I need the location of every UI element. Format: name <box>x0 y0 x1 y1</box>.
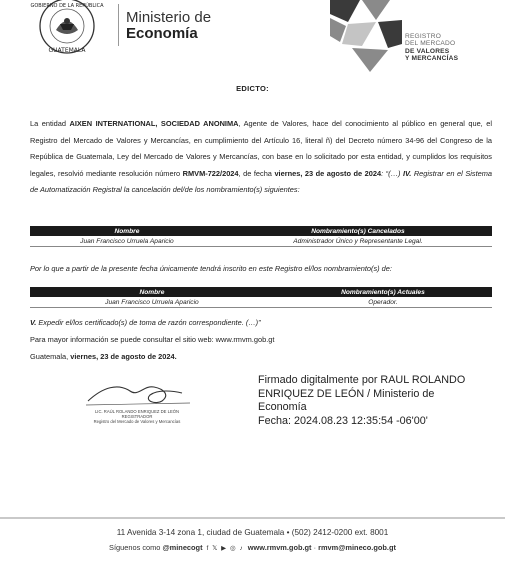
paragraph-text: , de fecha <box>238 168 275 178</box>
website-link[interactable]: www.rmvm.gob.gt <box>247 543 312 552</box>
table-header-row <box>30 287 492 297</box>
table-row <box>30 236 492 247</box>
table-cell: Administrador Único y Representante Legal. <box>224 236 492 247</box>
closing-clause <box>30 318 261 327</box>
digital-signature-line: Firmado digitalmente por RAUL ROLANDO <box>258 374 466 386</box>
handwritten-signature <box>78 379 198 409</box>
entity-name: AIXEN INTERNATIONAL, SOCIEDAD ANONIMA <box>69 119 239 128</box>
clause-number: V. <box>30 318 37 327</box>
ministry-line2: Economía <box>126 25 198 42</box>
footer-separator: · <box>313 543 317 552</box>
social-icons: f 𝕏 ▶ ◎ ♪ <box>206 545 244 552</box>
registry-name <box>405 33 458 63</box>
follow-prefix: Síguenos como <box>109 543 163 552</box>
registry-line3: DE VALORES <box>405 47 450 55</box>
signatory-office: Registro del Mercado de Valores y Mercancías <box>93 419 181 424</box>
column-header: Nombramiento(s) Actuales <box>274 287 492 297</box>
resolution-number: RMVM-722/2024 <box>182 168 239 178</box>
column-header: Nombre <box>30 226 224 236</box>
table-cell: Operador. <box>274 297 492 308</box>
digital-signature-line: ENRIQUEZ DE LEÓN / Ministerio de <box>258 387 435 400</box>
paragraph-text: : “(…) <box>381 168 403 178</box>
note-after-table: Por lo que a partir de la presente fecha únicamente tendrá inscrito en este Registro el/los nombramiento(s) de: <box>30 264 392 273</box>
rmvm-logo <box>330 0 402 72</box>
svg-text:GOBIERNO DE LA REPÚBLICA: GOBIERNO DE LA REPÚBLICA <box>30 3 104 9</box>
footer-divider <box>0 517 505 519</box>
place-date <box>30 352 177 361</box>
column-header: Nombramiento(s) Cancelados <box>224 226 492 236</box>
paragraph-text: , Agente de Valores, hace del conocimiento al público en general que, el Registro del Mercado de Valores y Mercancías, en cumplimiento del Artículo 16, literal ñ) del Decreto número 34-96 del Congreso de la República de Guatemala, Ley del Mercado de Valores y Mercancías, con base en lo solicitado por esta entidad, y cumplidos los requisitos legales, resolvió mediante resolución número <box>30 119 492 178</box>
digital-signature-line: Economía <box>258 401 307 413</box>
document-title: EDICTO: <box>236 84 269 93</box>
svg-text:GUATEMALA: GUATEMALA <box>48 47 86 54</box>
registry-line4: Y MERCANCÍAS <box>405 55 459 63</box>
place: Guatemala, <box>30 352 71 361</box>
guatemala-seal-logo <box>24 0 116 66</box>
footer-contact <box>0 543 505 552</box>
signatory-name: LIC. RAÚL ROLANDO ENRIQUEZ DE LEÓN <box>94 409 180 414</box>
paragraph-text: La entidad <box>30 119 70 128</box>
column-header: Nombre <box>30 287 274 297</box>
table-cell: Juan Francisco Urruela Aparicio <box>30 297 274 308</box>
closing-text: Expedir el/los certificado(s) de toma de razón correspondiente. (…)” <box>36 318 261 327</box>
digital-signature <box>258 374 465 428</box>
clause-quote: Registrar en el Sistema de Automatización Registral la cancelación del/de los nombramiento(s) siguientes: <box>30 168 493 195</box>
clause-number: IV. <box>402 168 412 178</box>
registry-line1: REGISTRO <box>405 33 442 40</box>
ministry-line1: Ministerio de <box>126 9 212 26</box>
email-link[interactable]: rmvm@mineco.gob.gt <box>318 543 396 552</box>
resolution-date: viernes, 23 de agosto de 2024 <box>274 168 382 178</box>
footer-address: 11 Avenida 3-14 zona 1, ciudad de Guatemala • (502) 2412-0200 ext. 8001 <box>116 528 389 537</box>
current-appointments-table <box>30 287 492 308</box>
table-row <box>30 297 492 308</box>
more-info: Para mayor información se puede consultar el sitio web: www.rmvm.gob.gt <box>30 335 275 344</box>
ministry-name <box>126 10 211 41</box>
table-cell: Juan Francisco Urruela Aparicio <box>30 236 224 247</box>
cancelled-appointments-table <box>30 226 492 247</box>
digital-signature-date: Fecha: 2024.08.23 12:35:54 -06'00' <box>258 414 428 427</box>
table-header-row <box>30 226 492 236</box>
registry-line2: DEL MERCADO <box>405 40 456 48</box>
signing-date: viernes, 23 de agosto de 2024. <box>70 352 177 361</box>
header-divider <box>118 4 119 46</box>
signatory <box>62 409 212 424</box>
edict-paragraph <box>30 116 492 199</box>
signatory-role: REGISTRADOR <box>121 414 153 419</box>
social-handle: @minecogt <box>162 543 203 552</box>
